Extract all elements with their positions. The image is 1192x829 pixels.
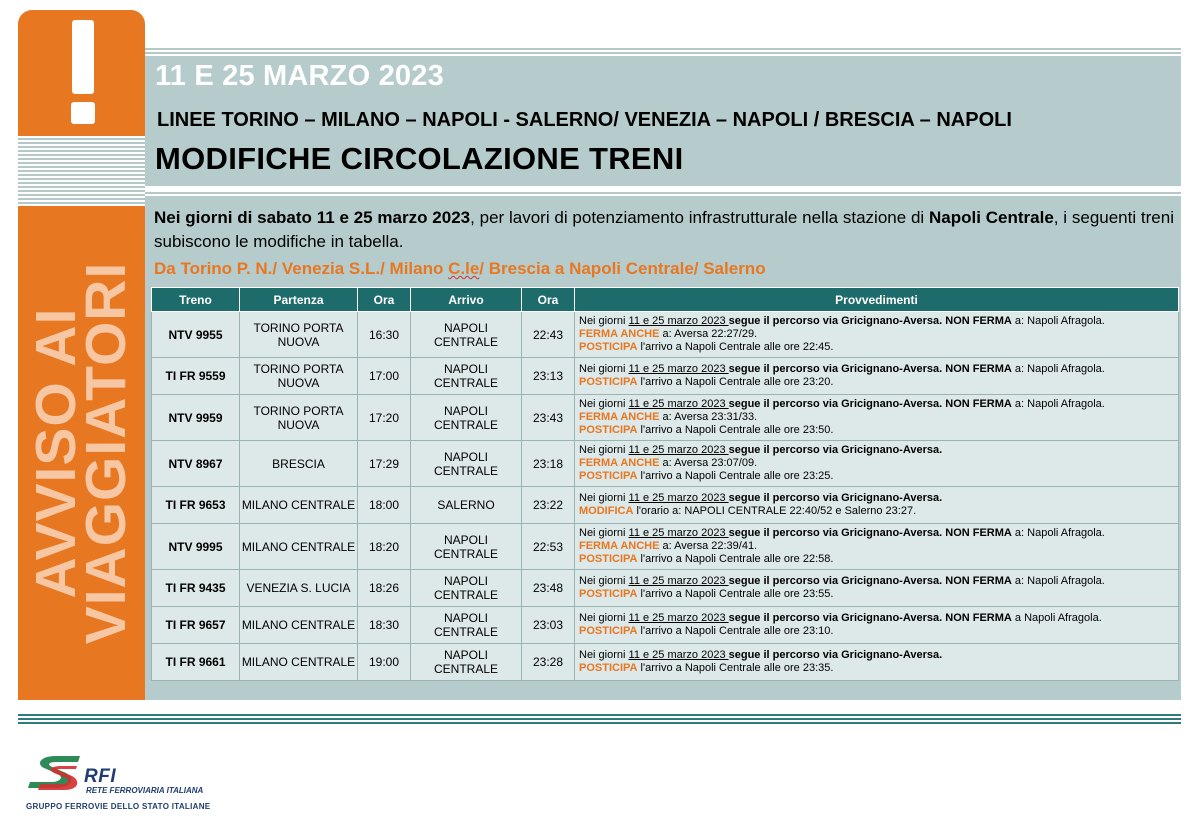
arrival-station-cell: SALERNO (411, 487, 522, 524)
measures-cell: Nei giorni 11 e 25 marzo 2023 segue il percorso via Gricignano-Aversa. NON FERMA a: Napoli Afragola. FERMA ANCHE a: Aversa 22:27/29. POSTICIPA l'arrivo a Napoli Centrale alle ore 22:45. (575, 312, 1179, 358)
measures-cell: Nei giorni 11 e 25 marzo 2023 segue il percorso via Gricignano-Aversa. NON FERMA a: Napoli Afragola. FERMA ANCHE a: Aversa 23:31/33. POSTICIPA l'arrivo a Napoli Centrale alle ore 23:50. (575, 395, 1179, 441)
arrival-time-cell: 23:18 (522, 441, 575, 487)
departure-time-cell: 18:20 (358, 524, 411, 570)
train-number-cell: NTV 9995 (152, 524, 240, 570)
departure-time-cell: 17:29 (358, 441, 411, 487)
departure-time-cell: 17:00 (358, 358, 411, 395)
departure-station-cell: MILANO CENTRALE (240, 487, 358, 524)
departure-time-cell: 18:00 (358, 487, 411, 524)
table-row (152, 395, 1179, 441)
departure-time-cell: 18:30 (358, 607, 411, 644)
departure-station-cell: TORINO PORTA NUOVA (240, 312, 358, 358)
measures-cell: Nei giorni 11 e 25 marzo 2023 segue il percorso via Gricignano-Aversa. NON FERMA a: Napoli Afragola. FERMA ANCHE a: Aversa 22:39/41. POSTICIPA l'arrivo a Napoli Centrale alle ore 22:58. (575, 524, 1179, 570)
departure-station-cell: BRESCIA (240, 441, 358, 487)
date-title: 11 E 25 MARZO 2023 (155, 60, 444, 92)
arrival-station-cell: NAPOLI CENTRALE (411, 570, 522, 607)
side-banner-text: AVVISO AI VIAGGIATORI (24, 261, 138, 645)
logo-brand: RFI (84, 766, 117, 787)
table-header-row (152, 288, 1179, 312)
route-subtitle: Da Torino P. N./ Venezia S.L./ Milano C.le/ Brescia a Napoli Centrale/ Salerno (154, 259, 766, 278)
arrival-station-cell: NAPOLI CENTRALE (411, 395, 522, 441)
arrival-time-cell: 22:43 (522, 312, 575, 358)
train-number-cell: TI FR 9653 (152, 487, 240, 524)
arrival-time-cell: 22:53 (522, 524, 575, 570)
arrival-time-cell: 23:28 (522, 644, 575, 681)
measures-cell: Nei giorni 11 e 25 marzo 2023 segue il percorso via Gricignano-Aversa. NON FERMA a: Napoli Afragola. POSTICIPA l'arrivo a Napoli Centrale alle ore 23:55. (575, 570, 1179, 607)
departure-time-cell: 19:00 (358, 644, 411, 681)
column-header-arrivo: Arrivo (411, 288, 522, 312)
fs-logo-icon (26, 752, 82, 800)
logo-group: GRUPPO FERROVIE DELLO STATO ITALIANE (26, 802, 211, 811)
train-number-cell: NTV 9959 (152, 395, 240, 441)
arrival-station-cell: NAPOLI CENTRALE (411, 644, 522, 681)
arrival-station-cell: NAPOLI CENTRALE (411, 441, 522, 487)
measures-cell: Nei giorni 11 e 25 marzo 2023 segue il percorso via Gricignano-Aversa. POSTICIPA l'arrivo a Napoli Centrale alle ore 23:35. (575, 644, 1179, 681)
column-header-partenza: Partenza (240, 288, 358, 312)
notice-body (145, 196, 1181, 700)
departure-time-cell: 18:26 (358, 570, 411, 607)
rfi-logo (26, 752, 286, 816)
departure-station-cell: TORINO PORTA NUOVA (240, 358, 358, 395)
arrival-time-cell: 23:13 (522, 358, 575, 395)
train-number-cell: NTV 8967 (152, 441, 240, 487)
page-title: MODIFICHE CIRCOLAZIONE TRENI (155, 141, 684, 176)
notice-header (145, 46, 1181, 186)
arrival-time-cell: 23:43 (522, 395, 575, 441)
column-header-ora-arrivo: Ora (522, 288, 575, 312)
train-number-cell: TI FR 9661 (152, 644, 240, 681)
intro-paragraph: Nei giorni di sabato 11 e 25 marzo 2023, per lavori di potenziamento infrastrutturale nella stazione di Napoli Centrale, i seguenti treni subiscono le modifiche in tabella. (154, 208, 1174, 251)
table-row (152, 607, 1179, 644)
departure-station-cell: VENEZIA S. LUCIA (240, 570, 358, 607)
table-row (152, 312, 1179, 358)
arrival-station-cell: NAPOLI CENTRALE (411, 358, 522, 395)
train-number-cell: TI FR 9435 (152, 570, 240, 607)
bottom-divider (18, 714, 1181, 724)
arrival-station-cell: NAPOLI CENTRALE (411, 607, 522, 644)
measures-cell: Nei giorni 11 e 25 marzo 2023 segue il percorso via Gricignano-Aversa. MODIFICA l'orario a: NAPOLI CENTRALE 22:40/52 e Salerno 23:27. (575, 487, 1179, 524)
decorative-stripes (18, 136, 145, 206)
table-row (152, 644, 1179, 681)
departure-station-cell: MILANO CENTRALE (240, 524, 358, 570)
departure-time-cell: 17:20 (358, 395, 411, 441)
departure-station-cell: MILANO CENTRALE (240, 644, 358, 681)
departure-time-cell: 16:30 (358, 312, 411, 358)
arrival-station-cell: NAPOLI CENTRALE (411, 524, 522, 570)
trains-table (151, 287, 1179, 681)
warning-band (18, 10, 145, 700)
lines-title: LINEE TORINO – MILANO – NAPOLI - SALERNO/ VENEZIA – NAPOLI / BRESCIA – NAPOLI (157, 109, 1012, 131)
train-number-cell: TI FR 9559 (152, 358, 240, 395)
exclamation-icon (18, 10, 145, 136)
column-header-provvedimenti: Provvedimenti (575, 288, 1179, 312)
logo-company: RETE FERROVIARIA ITALIANA (86, 786, 204, 795)
arrival-time-cell: 23:48 (522, 570, 575, 607)
measures-cell: Nei giorni 11 e 25 marzo 2023 segue il percorso via Gricignano-Aversa. FERMA ANCHE a: Aversa 23:07/09. POSTICIPA l'arrivo a Napoli Centrale alle ore 23:25. (575, 441, 1179, 487)
train-number-cell: TI FR 9657 (152, 607, 240, 644)
train-number-cell: NTV 9955 (152, 312, 240, 358)
departure-station-cell: MILANO CENTRALE (240, 607, 358, 644)
arrival-time-cell: 23:03 (522, 607, 575, 644)
column-header-treno: Treno (152, 288, 240, 312)
table-row (152, 441, 1179, 487)
measures-cell: Nei giorni 11 e 25 marzo 2023 segue il percorso via Gricignano-Aversa. NON FERMA a Napoli Afragola. POSTICIPA l'arrivo a Napoli Centrale alle ore 23:10. (575, 607, 1179, 644)
table-row (152, 358, 1179, 395)
departure-station-cell: TORINO PORTA NUOVA (240, 395, 358, 441)
column-header-ora-partenza: Ora (358, 288, 411, 312)
measures-cell: Nei giorni 11 e 25 marzo 2023 segue il percorso via Gricignano-Aversa. NON FERMA a: Napoli Afragola. POSTICIPA l'arrivo a Napoli Centrale alle ore 23:20. (575, 358, 1179, 395)
table-row (152, 570, 1179, 607)
table-row (152, 524, 1179, 570)
table-row (152, 487, 1179, 524)
arrival-time-cell: 23:22 (522, 487, 575, 524)
side-banner (18, 206, 145, 700)
arrival-station-cell: NAPOLI CENTRALE (411, 312, 522, 358)
